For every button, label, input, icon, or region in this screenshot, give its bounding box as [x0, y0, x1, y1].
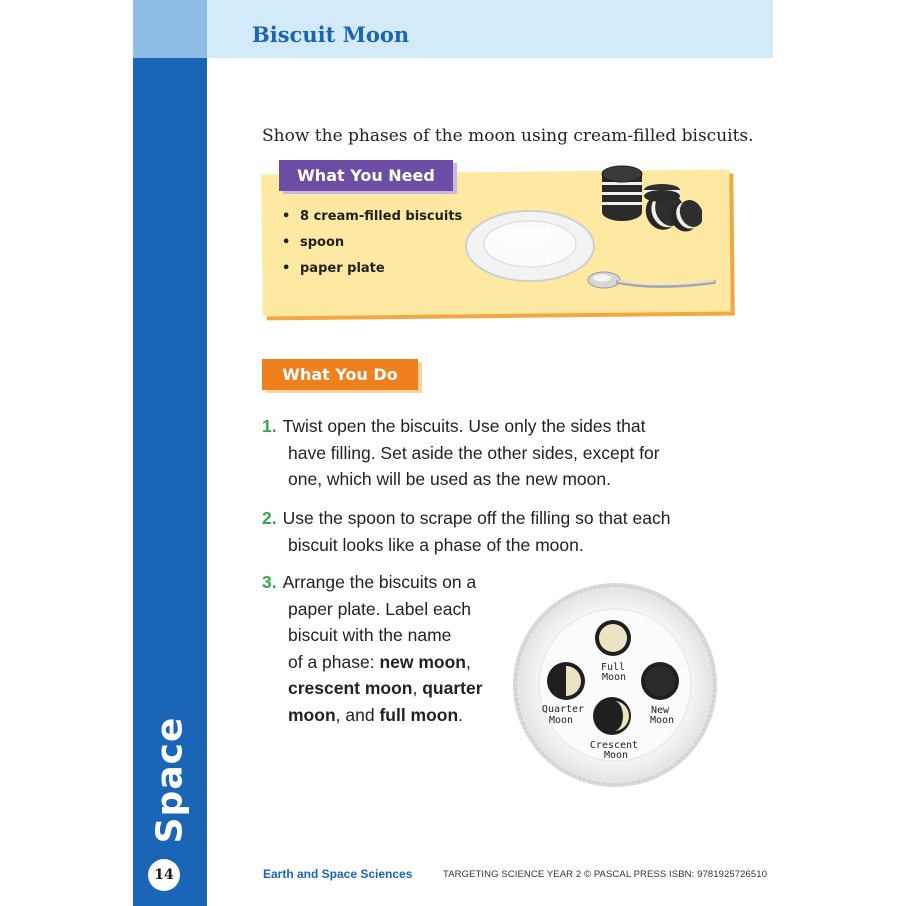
- step-3: 3. Arrange the biscuits on a paper plate. Label each biscuit with the name of a phase: new moon, crescent moon, quarter moon, and full moon.: [262, 572, 483, 725]
- list-item: • 8 cream-filled biscuits: [282, 209, 463, 224]
- crescent-moon-label-2: Moon: [603, 750, 629, 761]
- materials-heading: What You Need: [279, 160, 453, 191]
- spine-top: [133, 0, 207, 58]
- full-moon-label-1: Full: [600, 662, 626, 673]
- page-number: 14: [148, 859, 180, 891]
- list-item: • paper plate: [282, 261, 385, 276]
- moon-phases-plate-image: [510, 580, 720, 790]
- biscuits-image: [600, 160, 702, 242]
- quarter-moon-label-2: Moon: [548, 715, 574, 726]
- step-2: 2. Use the spoon to scrape off the filling so that each biscuit looks like a phase of the moon.: [262, 508, 671, 555]
- section-label: Space: [149, 716, 191, 844]
- new-moon-label-1: New: [650, 705, 670, 716]
- footer-subject: Earth and Space Sciences: [263, 867, 413, 881]
- quarter-moon-label-1: Quarter: [541, 704, 585, 715]
- new-moon-label-2: Moon: [649, 715, 675, 726]
- crescent-moon-label-1: Crescent: [589, 740, 639, 751]
- spoon-image: [586, 268, 718, 296]
- intro-text: Show the phases of the moon using cream-filled biscuits.: [262, 126, 754, 146]
- footer-publication: TARGETING SCIENCE YEAR 2 © PASCAL PRESS ISBN: 9781925726510: [443, 869, 768, 880]
- paper-plate-image: [462, 206, 598, 284]
- steps-heading: What You Do: [262, 359, 418, 390]
- step-1: 1. Twist open the biscuits. Use only the sides that have filling. Set aside the other sides, except for one, which will be used as the new moon.: [262, 416, 660, 489]
- full-moon-label-2: Moon: [601, 672, 627, 683]
- materials-list: [282, 208, 462, 286]
- page-title: Biscuit Moon: [252, 22, 410, 47]
- list-item: • spoon: [282, 235, 345, 250]
